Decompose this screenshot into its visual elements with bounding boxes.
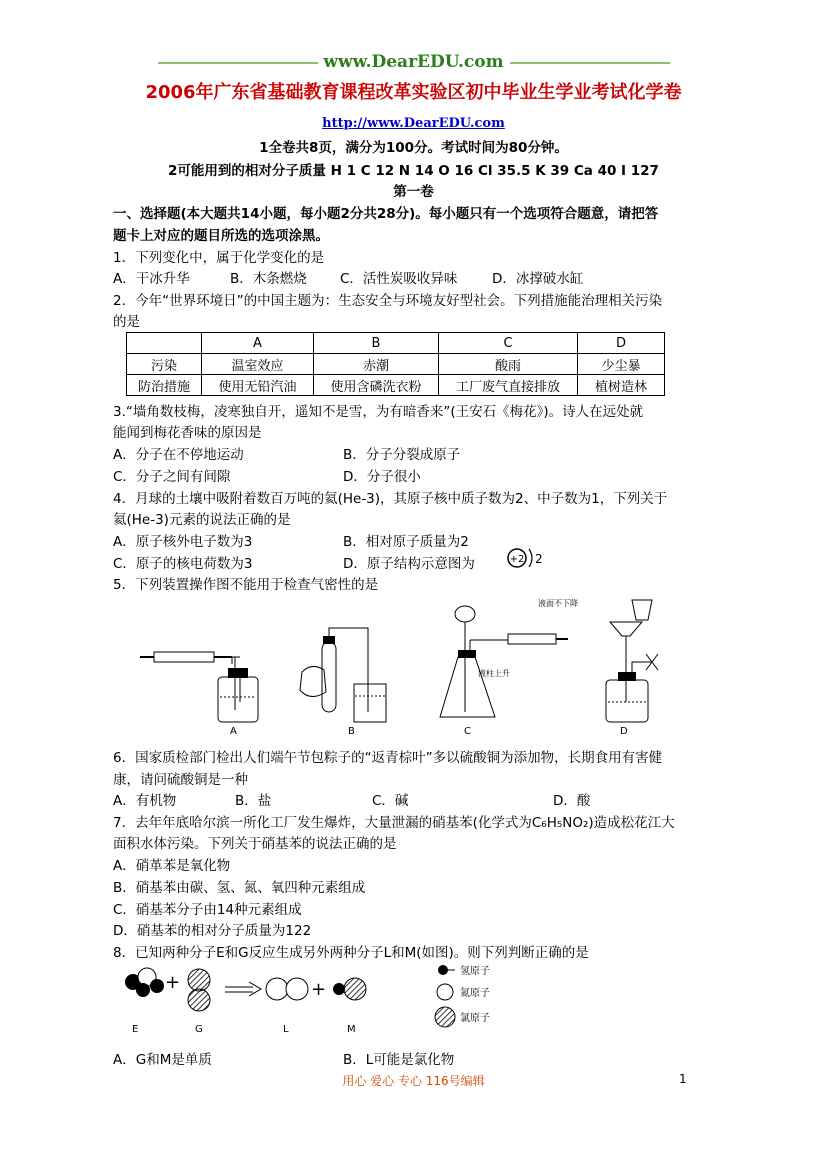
q3-stem-2: 能闻到梅花香味的原因是 — [113, 425, 262, 441]
q6-option-c: C．碱 — [372, 793, 409, 809]
table-cell: 污染 — [127, 354, 202, 375]
q8-option-b: B．L可能是氯化物 — [343, 1052, 455, 1068]
atom-structure-diagram — [504, 545, 544, 571]
q7-stem-2: 面积水体污染。下列关于硝基苯的说法正确的是 — [113, 836, 397, 852]
apparatus-c — [440, 606, 568, 737]
part-title: 第一卷 — [393, 184, 434, 200]
table-cell: 少尘暴 — [578, 354, 665, 375]
q6-option-b: B．盐 — [235, 793, 272, 809]
table-cell: 赤潮 — [314, 354, 439, 375]
legend-nitrogen: 氮原子 — [460, 988, 490, 999]
electron-shell-arc — [529, 549, 532, 567]
q4-stem-2: 氦(He-3)元素的说法正确的是 — [113, 512, 291, 528]
funnel-icon — [610, 622, 642, 636]
reaction-arrow-icon — [225, 982, 261, 996]
q7-option-c: C．硝基苯分子由14种元素组成 — [113, 902, 302, 918]
bottle-icon — [606, 680, 648, 722]
table-row — [127, 354, 665, 375]
q6-option-d: D．酸 — [553, 793, 591, 809]
page-number: 1 — [679, 1072, 687, 1086]
plus-sign: + — [165, 972, 181, 993]
shell-electrons: 2 — [535, 552, 543, 566]
info-line-1: 1全卷共8页，满分为100分。考试时间为80分钟。 — [259, 140, 568, 156]
table-cell: 温室效应 — [202, 354, 314, 375]
q1-stem: 1．下列变化中，属于化学变化的是 — [113, 250, 325, 266]
molecule-label: G — [195, 1024, 203, 1035]
apparatus-label: C — [464, 726, 471, 737]
molecule-e — [125, 968, 164, 1035]
syringe-icon — [154, 652, 214, 662]
note-c: 液柱上升 — [478, 669, 510, 678]
q4-option-b: B．相对原子质量为2 — [343, 534, 469, 550]
syringe-icon — [508, 634, 556, 644]
table-cell: B — [314, 333, 439, 354]
info-line-2: 2可能用到的相对分子质量 H 1 C 12 N 14 O 16 Cl 35.5 K 39 Ca 40 I 127 — [168, 163, 659, 179]
apparatus-a — [140, 652, 258, 737]
funnel-icon — [455, 606, 475, 622]
molecule-m — [333, 978, 366, 1035]
q1-option-c: C．活性炭吸收异味 — [340, 271, 458, 287]
hydrogen-atom — [150, 979, 164, 993]
q3-option-b: B．分子分裂成原子 — [343, 447, 461, 463]
q2-stem-2: 的是 — [113, 314, 140, 330]
q1-option-a: A．干冰升华 — [113, 271, 190, 287]
note-d: 液面不下降 — [538, 599, 578, 608]
q7-option-b: B．硝基苯由碳、氢、氮、氧四种元素组成 — [113, 880, 366, 896]
apparatus-label: A — [230, 726, 237, 737]
q2-stem-1: 2．今年“世界环境日”的中国主题为：生态安全与环境友好型社会。下列措施能治理相关污染 — [113, 293, 663, 309]
q2-table — [126, 332, 665, 396]
q7-option-d: D．硝基苯的相对分子质量为122 — [113, 923, 312, 939]
nucleus-charge: +2 — [509, 554, 525, 565]
q4-stem-1: 4．月球的土壤中吸附着数百万吨的氦(He-3)，其原子核中质子数为2、中子数为1，下列关于 — [113, 491, 668, 507]
q4-option-d: D．原子结构示意图为 — [343, 556, 475, 572]
chlorine-atom — [188, 969, 210, 991]
q8-stem: 8．已知两种分子E和G反应生成另外两种分子L和M(如图)。则下列判断正确的是 — [113, 945, 589, 961]
site-banner[interactable]: www.DearEDU.com — [323, 52, 504, 72]
hydrogen-atom — [333, 983, 345, 995]
beaker-icon — [354, 684, 386, 722]
q8-option-a: A．G和M是单质 — [113, 1052, 212, 1068]
q1-option-b: B．木条燃烧 — [230, 271, 307, 287]
molecule-g — [188, 969, 210, 1035]
table-cell: 酸雨 — [439, 354, 578, 375]
table-cell: A — [202, 333, 314, 354]
molecule-l — [266, 978, 308, 1035]
molecule-label: E — [132, 1024, 139, 1035]
chlorine-atom — [435, 1007, 455, 1027]
table-cell: 使用无铅汽油 — [202, 375, 314, 396]
table-cell: D — [578, 333, 665, 354]
q4-option-c: C．原子的核电荷数为3 — [113, 556, 253, 572]
test-tube-icon — [322, 642, 336, 712]
apparatus-figure — [140, 592, 680, 742]
molecule-label: M — [347, 1024, 356, 1035]
table-cell: C — [439, 333, 578, 354]
q3-stem-1: 3.“墙角数枝梅，凌寒独自开，遥知不是雪，为有暗香来”(王安石《梅花》)。诗人在远处就 — [113, 404, 644, 420]
section-line-2: 题卡上对应的题目所选的选项涂黑。 — [113, 228, 329, 244]
q3-option-c: C．分子之间有间隙 — [113, 469, 231, 485]
legend-chlorine: 氯原子 — [460, 1013, 490, 1024]
legend — [435, 964, 490, 1027]
table-cell: 防治措施 — [127, 375, 202, 396]
molecule-figure — [115, 962, 545, 1040]
molecule-label: L — [283, 1024, 289, 1035]
apparatus-b — [300, 628, 386, 737]
q6-stem-2: 康，请问硫酸铜是一种 — [113, 772, 248, 788]
beaker-icon — [632, 600, 652, 620]
footer-text: 用心 爱心 专心 116号编辑 — [342, 1074, 485, 1088]
plus-sign: + — [311, 979, 327, 1000]
bottle-icon — [218, 677, 258, 722]
nitrogen-atom — [266, 978, 288, 1000]
site-link[interactable]: http://www.DearEDU.com — [322, 116, 505, 131]
q1-option-d: D．冰撑破水缸 — [492, 271, 584, 287]
q6-stem-1: 6．国家质检部门检出人们端午节包粽子的“返青棕叶”多以硫酸铜为添加物，长期食用有害健 — [113, 750, 663, 766]
table-cell: 植树造林 — [578, 375, 665, 396]
chlorine-atom — [344, 978, 366, 1000]
nitrogen-atom — [437, 984, 453, 1000]
exam-title: 2006年广东省基础教育课程改革实验区初中毕业生学业考试化学卷 — [145, 82, 682, 103]
q3-option-a: A．分子在不停地运动 — [113, 447, 244, 463]
hydrogen-atom — [136, 983, 150, 997]
q5-stem: 5．下列装置操作图不能用于检查气密性的是 — [113, 577, 379, 593]
apparatus-label: B — [348, 726, 355, 737]
nitrogen-atom — [286, 978, 308, 1000]
apparatus-d — [538, 598, 658, 737]
chlorine-atom — [188, 989, 210, 1011]
table-cell — [127, 333, 202, 354]
flask-icon — [440, 657, 495, 717]
q3-option-d: D．分子很小 — [343, 469, 421, 485]
q7-stem-1: 7．去年年底哈尔滨一所化工厂发生爆炸，大量泄漏的硝基苯(化学式为C₆H₅NO₂)造成松花江大 — [113, 815, 675, 831]
table-cell: 使用含磷洗衣粉 — [314, 375, 439, 396]
legend-hydrogen: 氢原子 — [460, 966, 490, 977]
table-row — [127, 375, 665, 396]
q6-option-a: A．有机物 — [113, 793, 177, 809]
q4-option-a: A．原子核外电子数为3 — [113, 534, 253, 550]
q7-option-a: A．硝革苯是氧化物 — [113, 858, 231, 874]
table-cell: 工厂废气直接排放 — [439, 375, 578, 396]
section-line-1: 一、选择题(本大题共14小题，每小题2分共28分)。每小题只有一个选项符合题意，请把答 — [113, 206, 659, 222]
table-row — [127, 333, 665, 354]
apparatus-label: D — [620, 726, 628, 737]
hydrogen-atom — [438, 965, 448, 975]
